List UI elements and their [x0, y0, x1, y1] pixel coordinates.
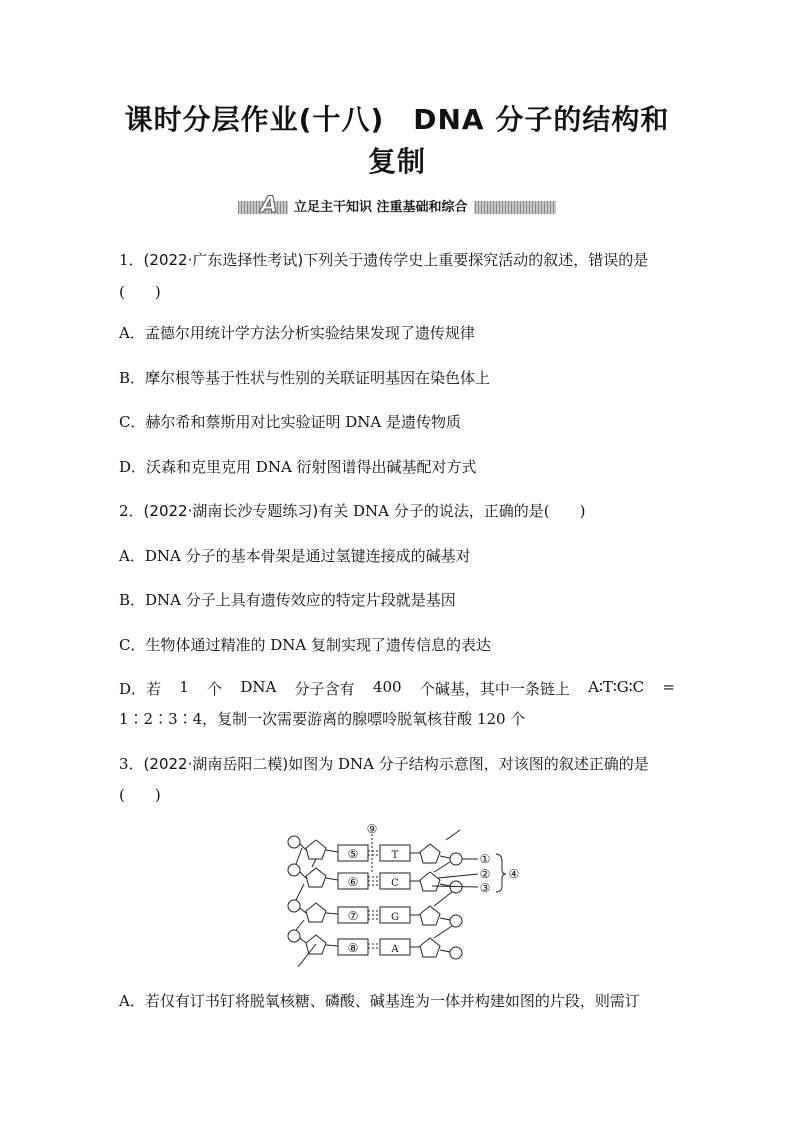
- deoxyribose-pentagon: [420, 938, 440, 957]
- page-title-line-1: 课时分层作业(十八) DNA 分子的结构和: [124, 103, 670, 136]
- phosphate-circle: [450, 853, 462, 865]
- question-2-stem: [119, 500, 585, 521]
- bond-line: [434, 862, 450, 872]
- diagram-label: ④: [508, 867, 520, 881]
- page-title-line-2: 复制: [367, 145, 426, 178]
- deoxyribose-pentagon: [306, 868, 326, 887]
- bond-line: [440, 918, 450, 920]
- question-2-option-c: C．生物体通过精准的 DNA 复制实现了遗传信息的表达: [119, 636, 491, 654]
- bond-line: [296, 884, 304, 900]
- question-1-option-c: C．赫尔希和蔡斯用对比实验证明 DNA 是遗传物质: [119, 413, 461, 431]
- bond-line: [440, 856, 450, 858]
- bond-line: [296, 848, 302, 864]
- text-segment: D．若: [119, 680, 162, 698]
- deoxyribose-pentagon: [420, 844, 440, 863]
- base-letter: G: [391, 912, 399, 923]
- text-segment: 个: [207, 680, 223, 698]
- bond-line: [434, 926, 452, 938]
- leader-line: [432, 886, 478, 887]
- phosphate-circle: [450, 947, 462, 959]
- deoxyribose-pentagon: [306, 903, 326, 922]
- bond-line: [326, 850, 338, 852]
- diagram-label: ⑦: [347, 909, 359, 923]
- question-source: (2022·广东选择性考试): [143, 251, 304, 269]
- bond-line: [300, 844, 306, 850]
- bond-line: [296, 920, 304, 930]
- phosphate-circle: [288, 930, 300, 942]
- diagram-label: ⑥: [347, 875, 359, 889]
- dna-structure-diagram: [282, 822, 522, 970]
- bond-line: [300, 938, 306, 943]
- deoxyribose-pentagon: [420, 872, 440, 891]
- diagram-label: ⑧: [347, 941, 359, 955]
- bond-line: [326, 913, 338, 914]
- diagram-label: ①: [479, 852, 491, 866]
- section-banner: [238, 193, 556, 218]
- section-label: 立足主干知识 注重基础和综合: [288, 199, 474, 216]
- bond-line: [326, 878, 338, 880]
- question-1-paren: ( ): [119, 283, 161, 301]
- question-1-option-d: D．沃森和克里克用 DNA 衍射图谱得出碱基配对方式: [119, 458, 477, 476]
- strand-tail-line: [446, 830, 460, 840]
- text-segment: =: [662, 678, 675, 696]
- question-text: 如图为 DNA 分子结构示意图，对该图的叙述正确的是: [288, 755, 649, 773]
- phosphate-circle: [288, 864, 300, 876]
- diagram-label: ③: [479, 881, 491, 895]
- bond-line: [300, 908, 306, 913]
- text-segment: 分子含有: [294, 680, 355, 698]
- bond-line: [440, 884, 450, 886]
- question-1-option-b: B．摩尔根等基于性状与性别的关联证明基因在染色体上: [119, 369, 491, 387]
- question-number: 1．: [119, 251, 144, 269]
- base-letter: C: [391, 878, 399, 889]
- section-badge: A: [260, 193, 278, 218]
- question-2-option-d-line-2: 1∶2∶3∶4，复制一次需要游离的腺嘌呤脱氧核苷酸 120 个: [119, 710, 526, 728]
- question-text: 下列关于遗传学史上重要探究活动的叙述，错误的是: [303, 251, 649, 269]
- question-text: 有关 DNA 分子的说法，正确的是( ): [318, 502, 586, 520]
- question-2-option-d-line-1: [119, 678, 675, 699]
- leader-line: [438, 874, 478, 878]
- question-source: (2022·湖南岳阳二模): [143, 755, 289, 773]
- bond-line: [312, 859, 316, 867]
- text-segment: 个碱基，其中一条链上: [419, 680, 570, 698]
- phosphate-circle: [288, 900, 300, 912]
- base-letter: A: [391, 944, 399, 955]
- question-1-stem: [119, 249, 648, 270]
- base-letter: T: [391, 850, 399, 861]
- diagram-label: ⑨: [366, 822, 378, 836]
- brace: [496, 854, 506, 892]
- bond-line: [440, 950, 450, 952]
- phosphate-circle: [450, 915, 462, 927]
- bond-line: [300, 872, 306, 878]
- deoxyribose-pentagon: [420, 906, 440, 925]
- phosphate-circle: [288, 836, 300, 848]
- text-segment: 1: [179, 678, 189, 696]
- diagram-label: ②: [479, 867, 491, 881]
- question-number: 3．: [119, 755, 144, 773]
- question-3-stem: [119, 753, 649, 774]
- question-source: (2022·湖南长沙专题练习): [143, 502, 319, 520]
- text-segment: 400: [372, 678, 402, 696]
- question-2-option-a: A．DNA 分子的基本骨架是通过氢键连接成的碱基对: [119, 547, 471, 565]
- deoxyribose-pentagon: [306, 840, 326, 859]
- diagram-label: ⑤: [347, 847, 359, 861]
- question-1-option-a: A．孟德尔用统计学方法分析实验结果发现了遗传规律: [119, 324, 475, 342]
- text-segment: A∶T∶G∶C: [588, 678, 645, 696]
- question-3-paren: ( ): [119, 786, 161, 804]
- text-segment: DNA: [240, 678, 277, 696]
- bond-line: [326, 945, 338, 946]
- question-number: 2．: [119, 502, 144, 520]
- question-2-option-b: B．DNA 分子上具有遗传效应的特定片段就是基因: [119, 591, 456, 609]
- bond-line: [434, 892, 452, 906]
- question-3-option-a: A．若仅有订书钉将脱氧核糖、磷酸、碱基连为一体并构建如图的片段，则需订: [119, 992, 640, 1010]
